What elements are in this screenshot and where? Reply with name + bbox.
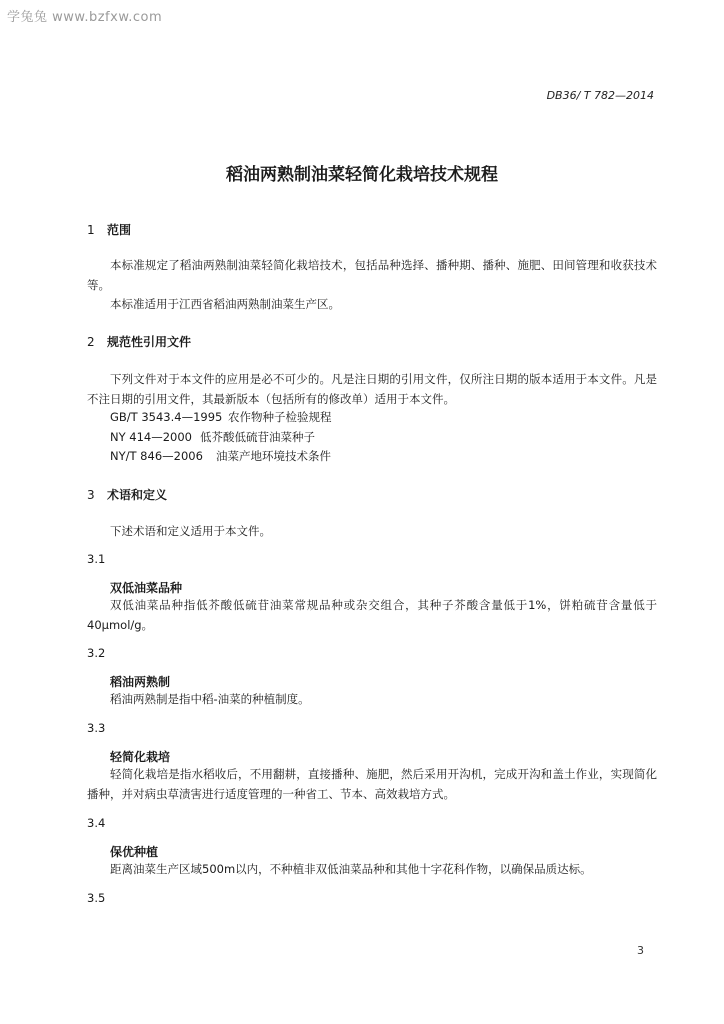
document-number: DB36/ T 782—2014 <box>546 89 654 102</box>
page-number: 3 <box>637 944 644 957</box>
reference-title: 农作物种子检验规程 <box>228 410 332 424</box>
section-heading-terms <box>87 486 167 503</box>
section-intro: 下述术语和定义适用于本文件。 <box>110 524 271 538</box>
section-heading-scope <box>87 221 131 238</box>
term-definition: 双低油菜品种指低芥酸低硫苷油菜常规品种或杂交组合，其种子芥酸含量低于1%，饼粕硫苷含量低于40μmol/g。 <box>87 598 657 632</box>
section-heading-normative-references <box>87 333 191 350</box>
term-number: 3.3 <box>87 721 106 735</box>
section-title: 范围 <box>107 223 132 237</box>
term-definition: 距离油菜生产区域500m以内，不种植非双低油菜品种和其他十字花科作物，以确保品质达标。 <box>110 862 592 876</box>
term-definition: 稻油两熟制是指中稻-油菜的种植制度。 <box>110 692 310 706</box>
term-name: 保优种植 <box>110 845 159 859</box>
term-name: 双低油菜品种 <box>110 581 183 595</box>
section-number: 1 <box>87 223 95 237</box>
reference-item <box>110 408 332 427</box>
reference-code: NY/T 846—2006 <box>110 449 203 463</box>
reference-code: GB/T 3543.4—1995 <box>110 410 223 424</box>
reference-code: NY 414—2000 <box>110 430 192 444</box>
paragraph: 本标准适用于江西省稻油两熟制油菜生产区。 <box>110 297 340 311</box>
reference-title: 低芥酸低硫苷油菜种子 <box>200 430 315 444</box>
reference-item <box>110 447 331 466</box>
term-number: 3.4 <box>87 816 106 830</box>
section-number: 3 <box>87 488 95 502</box>
term-name: 轻简化栽培 <box>110 750 171 764</box>
paragraph: 下列文件对于本文件的应用是必不可少的。凡是注日期的引用文件，仅所注日期的版本适用于本文件。凡是不注日期的引用文件，其最新版本（包括所有的修改单）适用于本文件。 <box>87 372 657 406</box>
term-number: 3.5 <box>87 891 106 905</box>
section-title: 术语和定义 <box>107 488 168 502</box>
term-number: 3.2 <box>87 646 106 660</box>
section-title: 规范性引用文件 <box>107 335 192 349</box>
term-definition: 轻简化栽培是指水稻收后，不用翻耕，直接播种、施肥，然后采用开沟机，完成开沟和盖土作业，实现简化播种，并对病虫草渍害进行适度管理的一种省工、节本、高效栽培方式。 <box>87 767 657 801</box>
reference-title: 油菜产地环境技术条件 <box>216 449 331 463</box>
term-name: 稻油两熟制 <box>110 675 171 689</box>
term-number: 3.1 <box>87 552 106 566</box>
watermark: 学兔兔 www.bzfxw.com <box>7 10 163 25</box>
section-number: 2 <box>87 335 95 349</box>
page-title: 稻油两熟制油菜轻简化栽培技术规程 <box>226 165 498 185</box>
reference-item <box>110 428 315 447</box>
paragraph: 本标准规定了稻油两熟制油菜轻简化栽培技术，包括品种选择、播种期、播种、施肥、田间管理和收获技术等。 <box>87 258 657 292</box>
